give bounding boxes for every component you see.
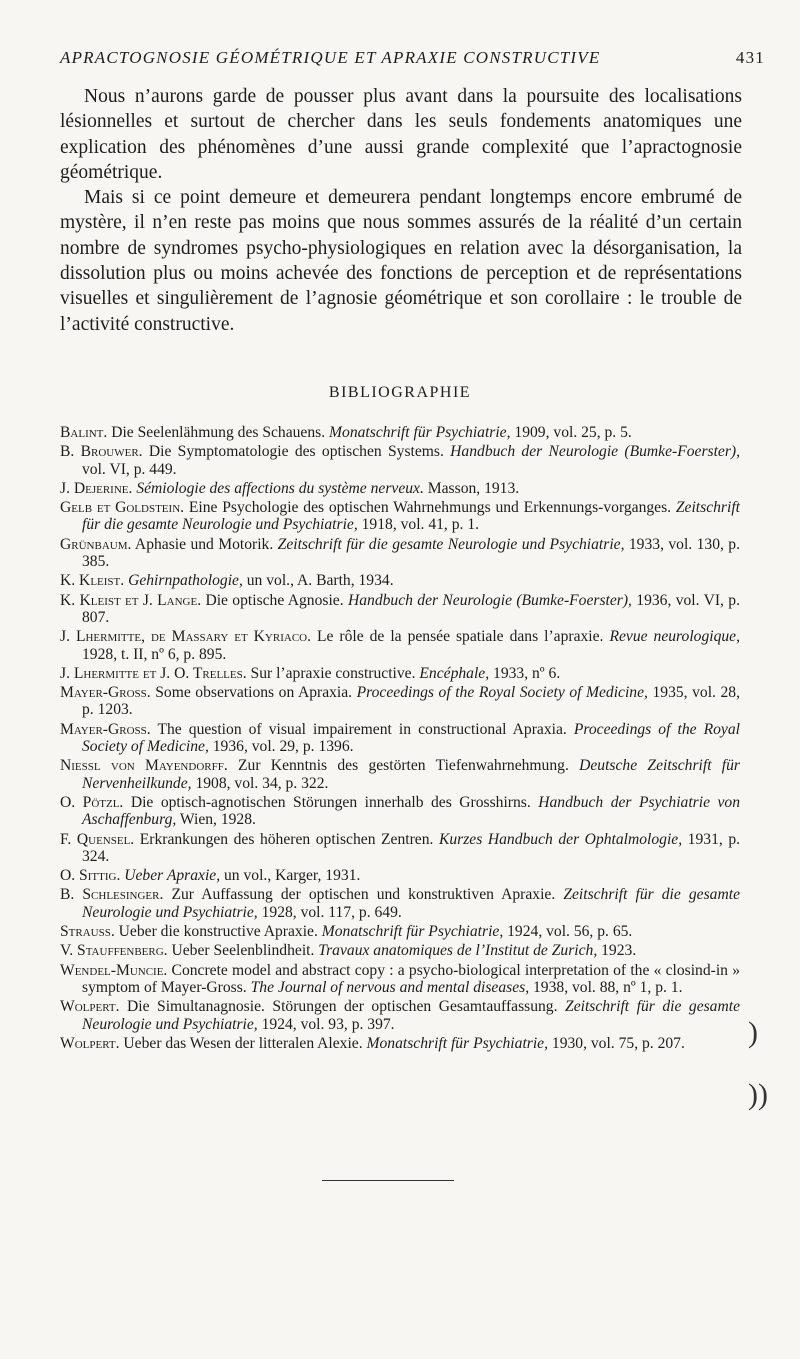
entry-text: Eine Psychologie des optischen Wahrnehmungs und Erkennungs-vorganges. [184,499,676,517]
margin-bracket-mark: ) [748,1016,758,1049]
body-text [60,84,742,337]
entry-text: Die Symptomatologie des optischen Systems. [142,443,451,461]
entry-text: Die optische Agnosie. [201,591,348,609]
paragraph-2: Mais si ce point demeure et demeurera pendant longtemps encore embrumé de mystère, il n’en reste pas moins que nous sommes assurés de la réalité d’un certain nombre de syndromes psycho-physiologiques en relation avec la désorganisation, la dissolution plus ou moins achevée des fonctions de perception et de représentations visuelles et singulièrement de l’agnosie géométrique et son corollaire : le trouble de l’activité constructive. [60,187,742,335]
running-title: APRACTOGNOSIE GÉOMÉTRIQUE ET APRAXIE CONSTRUCTIVE [60,48,601,67]
entry-author: J. Dejerine. [60,479,133,497]
entry-details: 1924, vol. 93, p. 397. [257,1015,395,1033]
entry-source: Zeitschrift für die gesamte Neurologie und Psychiatrie, [82,886,740,921]
entry-source: Encéphale, [419,664,490,682]
page-number: 431 [735,48,765,67]
bibliography-entry [60,794,740,829]
entry-details: 1923. [597,942,637,960]
entry-text: Erkrankungen des höheren optischen Zentren. [134,830,439,848]
entry-details: 1909, vol. 25, p. 5. [510,424,632,441]
bibliography-entry [60,665,740,682]
entry-details: 1935, vol. 28, p. 1203. [82,684,740,719]
bibliography-list [60,424,740,1054]
entry-source: Deutsche Zeitschrift für Nervenheilkunde, [82,757,740,792]
entry-author: J. Lhermitte, de Massary et Kyriaco. [60,628,311,646]
entry-author: B. Brouwer. [60,443,143,461]
bibliography-entry [60,443,740,478]
bibliography-entry [60,867,740,884]
bibliography-entry [60,684,740,719]
entry-text: Die Simultanagnosie. Störungen der optischen Gesamtauffassung. [119,998,566,1016]
entry-details: 1933, vol. 130, p. 385. [82,535,740,571]
entry-details: 1924, vol. 56, p. 65. [503,923,633,941]
bibliography-entry [60,721,740,756]
running-head [60,48,765,68]
entry-details: 1936, vol. VI, p. 807. [82,591,740,626]
bibliography-entry [60,592,740,627]
entry-source: Proceedings of the Royal Society of Medicine, [356,684,648,702]
entry-details: 1928, t. II, nº 6, p. 895. [82,645,227,663]
entry-author: V. Stauffenberg. [60,942,168,960]
entry-details: 1908, vol. 34, p. 322. [191,774,329,792]
entry-source: Sémiologie des affections du système nerveux. [136,479,424,497]
bibliography-entry [60,628,740,663]
bibliography-entry [60,1035,740,1052]
entry-author: Mayer-Gross. [60,684,151,702]
entry-author: O. Pötzl. [60,793,124,811]
entry-source: Travaux anatomiques de l’Institut de Zurich, [318,942,598,960]
bibliography-title: BIBLIOGRAPHIE [328,384,472,401]
entry-author: Niessl von Mayendorff. [60,757,228,775]
entry-source: Kurzes Handbuch der Ophtalmologie, [438,830,683,848]
entry-text: Concrete model and abstract copy : a psycho-biological interpretation of the « closind-in » symptom of Mayer-Gross. [82,961,740,996]
entry-text: Aphasie und Motorik. [131,535,278,553]
margin-double-bracket-mark: )) [748,1078,768,1111]
bibliography-entry [60,942,740,959]
entry-details: 1930, vol. 75, p. 207. [548,1034,685,1052]
entry-source: Handbuch der Neurologie (Bumke-Foerster), [450,443,740,461]
entry-text: Ueber Seelenblindheit. [167,942,319,960]
bibliography-entry [60,962,740,997]
entry-source: Ueber Apraxie, [124,867,221,885]
entry-source: Monatschrift für Psychiatrie, [329,424,511,441]
entry-text: Zur Kenntnis des gestörten Tiefenwahrnehmung. [227,757,580,775]
bibliography-entry [60,998,740,1033]
bibliography-entry [60,886,740,921]
entry-text: Die Seelenlähmung des Schauens. [107,424,330,441]
entry-details: 1918, vol. 41, p. 1. [357,516,480,534]
entry-author: Mayer-Gross. [60,720,151,738]
bibliography-entry [60,499,740,534]
bibliography-entry [60,572,740,589]
paragraph-1: Nous n’aurons garde de pousser plus avant dans la poursuite des localisations lésionnelles et surtout de chercher dans les seuls fondements anatomiques une explication des phénomènes d’une aussi grande complexité que l’apractognosie géométrique. [60,86,742,183]
end-rule [322,1180,454,1181]
entry-details: 1931, p. 324. [82,830,741,865]
entry-author: Gelb et Goldstein. [60,499,185,517]
entry-text: Le rôle de la pensée spatiale dans l’apraxie. [311,628,610,646]
bibliography-entry [60,480,740,497]
entry-text: Sur l’apraxie constructive. [246,664,420,682]
entry-text: Zur Auffassung der optischen und konstruktiven Apraxie. [163,886,564,904]
entry-text: Some observations on Apraxia. [150,684,357,702]
entry-text: Ueber die konstructive Apraxie. [114,923,322,941]
entry-details: un vol., A. Barth, 1934. [242,572,394,590]
entry-author: F. Quensel. [60,830,135,848]
entry-source: Monatschrift für Psychiatrie, [366,1034,548,1052]
entry-source: Monatschrift für Psychiatrie, [321,923,504,941]
entry-details: 1928, vol. 117, p. 649. [257,903,402,921]
bibliography-entry [60,831,740,866]
entry-author: Grünbaum. [60,535,132,553]
entry-details: vol. VI, p. 449. [82,460,177,478]
entry-text: Die optisch-agnotischen Störungen innerhalb des Grosshirns. [123,793,539,811]
entry-author: J. Lhermitte et J. O. Trelles. [60,664,247,682]
entry-details: 1938, vol. 88, nº 1, p. 1. [529,978,683,996]
entry-source: Zeitschrift für die gesamte Neurologie und Psychiatrie, [82,998,740,1033]
entry-author: Balint. [60,424,108,441]
entry-author: K. Kleist. [60,572,125,590]
entry-author: K. Kleist et J. Lange. [60,591,202,609]
entry-details: 1936, vol. 29, p. 1396. [208,738,354,756]
entry-details: un vol., Karger, 1931. [220,867,361,885]
entry-source: Gehirnpathologie, [128,572,243,590]
entry-author: B. Schlesinger. [60,886,164,904]
bibliography-entry [60,424,740,441]
entry-author: Wolpert. [60,1034,120,1052]
entry-details: Wien, 1928. [176,811,256,829]
entry-author: Wendel-Muncie. [60,961,168,979]
entry-details: 1933, nº 6. [489,664,561,682]
bibliography-entry [60,757,740,792]
entry-source: Zeitschrift für die gesamte Neurologie und Psychiatrie, [277,535,625,553]
entry-source: Handbuch der Neurologie (Bumke-Foerster), [347,591,632,609]
entry-source: Proceedings of the Royal Society of Medicine, [82,720,740,756]
bibliography-entry [60,536,740,571]
entry-text: Ueber das Wesen der litteralen Alexie. [119,1034,367,1052]
bibliography-entry [60,923,740,940]
entry-author: Wolpert. [60,998,120,1016]
entry-author: O. Sittig. [60,867,121,885]
entry-source: Zeitschrift für die gesamte Neurologie und Psychiatrie, [82,499,740,534]
entry-details: Masson, 1913. [423,479,520,497]
entry-source: The Journal of nervous and mental diseases, [250,978,530,996]
entry-text: The question of visual impairement in constructional Apraxia. [150,720,574,738]
entry-author: Strauss. [60,923,115,941]
entry-source: Handbuch der Psychiatrie von Aschaffenburg, [82,793,741,829]
entry-source: Revue neurologique, [609,628,740,646]
